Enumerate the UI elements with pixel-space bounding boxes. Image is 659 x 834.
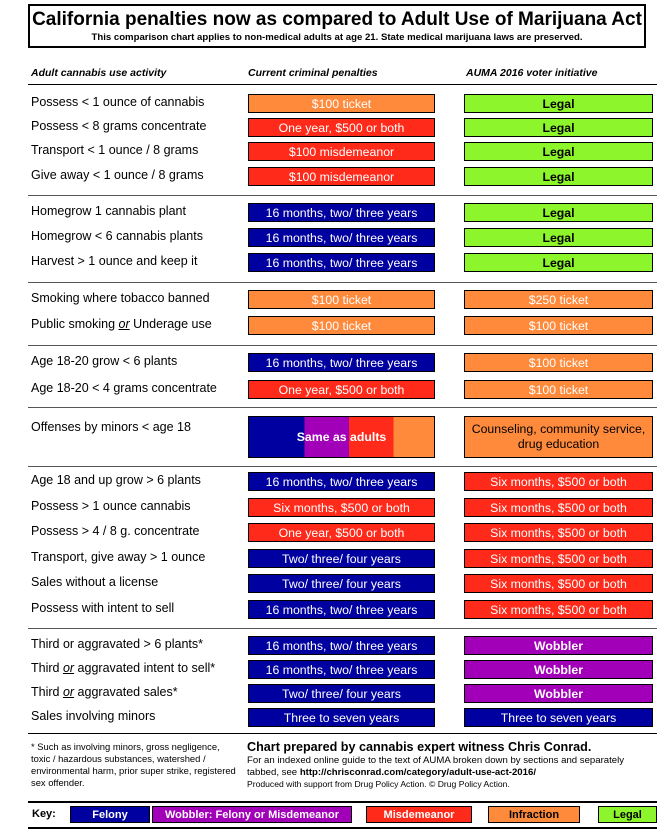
auma-penalty-text: Wobbler [534,638,583,653]
auma-penalty-cell [464,498,653,517]
key-swatch-label: Infraction [508,808,560,821]
current-penalty-text: $100 misdemeanor [288,169,395,184]
auma-penalty-cell [464,118,653,137]
auma-penalty-cell [464,94,653,113]
key-swatch-wobbler [152,806,352,823]
activity-label: Transport, give away > 1 ounce [31,550,206,564]
activity-label: Age 18 and up grow > 6 plants [31,473,201,487]
group-separator [28,466,657,467]
footnote: * Such as involving minors, gross negligence, toxic / hazardous substances, watershed / environmental harm, prior super strike, registered sex offender. [31,741,236,788]
auma-penalty-text: Counseling, community service, drug education [471,422,646,451]
activity-label: Smoking where tobacco banned [31,291,210,305]
activity-label [31,661,215,675]
auma-penalty-cell [464,167,653,186]
activity-label-part: Underage use [129,317,212,331]
auma-penalty-cell [464,353,653,372]
chart-subtitle: This comparison chart applies to non-medical adults at age 21. State medical marijuana laws are preserved. [91,32,583,43]
auma-penalty-cell [464,472,653,491]
group-separator [28,195,657,196]
activity-label [31,317,212,331]
current-penalty-cell [248,142,435,161]
auma-penalty-text: Six months, $500 or both [490,500,627,515]
auma-penalty-cell [464,574,653,593]
auma-penalty-text: Six months, $500 or both [490,602,627,617]
key-swatch-legal [598,806,657,823]
auma-penalty-text: $100 ticket [528,318,589,333]
activity-label [31,685,178,699]
current-penalty-cell [248,253,435,272]
key-top-rule [28,801,657,803]
current-penalty-text: Six months, $500 or both [273,500,410,515]
group-separator [28,345,657,346]
activity-label: Third or aggravated > 6 plants* [31,637,203,651]
current-penalty-cell [248,380,435,399]
auma-penalty-cell [464,142,653,161]
current-penalty-cell [248,167,435,186]
auma-penalty-cell [464,203,653,222]
current-penalty-cell [248,708,435,727]
activity-label: Possess > 1 ounce cannabis [31,499,191,513]
chart-title: California penalties now as compared to Adult Use of Marijuana Act [32,9,642,30]
current-penalty-cell [248,523,435,542]
activity-label: Possess < 1 ounce of cannabis [31,95,205,109]
current-penalty-cell [248,472,435,491]
activity-label-part: Third [31,685,63,699]
credit-guide-text: For an indexed online guide to the text of AUMA broken down by sections and separately tabbed, see [247,755,625,778]
auma-penalty-cell [464,380,653,399]
group-separator [28,407,657,408]
current-penalty-text: Three to seven years [283,710,400,725]
auma-penalty-text: Legal [542,205,575,220]
column-header-current: Current criminal penalties [248,67,378,79]
header-rule [28,84,657,85]
current-penalty-text: One year, $500 or both [278,120,405,135]
activity-label-part: aggravated sales* [74,685,178,699]
auma-penalty-cell [464,684,653,703]
activity-label: Age 18-20 < 4 grams concentrate [31,381,217,395]
auma-penalty-cell [464,228,653,247]
current-penalty-text: 16 months, two/ three years [265,662,418,677]
current-penalty-text: 16 months, two/ three years [265,638,418,653]
current-penalty-text: One year, $500 or both [278,382,405,397]
auma-penalty-cell [464,636,653,655]
auma-penalty-text: Wobbler [534,662,583,677]
current-penalty-text: 16 months, two/ three years [265,355,418,370]
activity-label-part: or [62,661,75,675]
column-header-auma: AUMA 2016 voter initiative [466,67,598,79]
activity-label-part: or [118,317,130,331]
key-swatch-label: Misdemeanor [383,808,455,821]
activity-label-part: Public smoking [31,317,119,331]
current-penalty-cell [248,636,435,655]
current-penalty-cell [248,353,435,372]
current-penalty-text: One year, $500 or both [278,525,405,540]
key-swatch-felony [70,806,150,823]
current-penalty-text: 16 months, two/ three years [265,230,418,245]
key-swatch-label: Felony [92,808,128,821]
activity-label: Sales involving minors [31,709,156,723]
current-penalty-text: $100 ticket [311,292,372,307]
auma-penalty-text: Legal [542,230,575,245]
current-penalty-cell [248,498,435,517]
activity-label-part: or [62,685,75,699]
activity-label: Transport < 1 ounce / 8 grams [31,143,199,157]
current-penalty-text: 16 months, two/ three years [265,205,418,220]
current-penalty-text: $100 ticket [311,318,372,333]
key-swatch-misdemeanor [366,806,472,823]
current-penalty-cell [248,118,435,137]
auma-penalty-text: Six months, $500 or both [490,525,627,540]
activity-label-part: Third [31,661,63,675]
group-separator [28,282,657,283]
auma-penalty-cell [464,523,653,542]
credit-url-link[interactable]: http://chrisconrad.com/category/adult-use-act-2016/ [299,767,536,778]
auma-penalty-text: Three to seven years [500,710,617,725]
current-penalty-cell [248,203,435,222]
credit-guide [247,755,657,779]
activity-label: Offenses by minors < age 18 [31,420,191,434]
current-penalty-text: $100 misdemeanor [288,144,395,159]
auma-penalty-text: $100 ticket [528,382,589,397]
current-penalty-cell [248,549,435,568]
current-penalty-text: Two/ three/ four years [282,686,401,701]
auma-penalty-text: Six months, $500 or both [490,576,627,591]
current-penalty-cell [248,684,435,703]
activity-label-part: aggravated intent to sell* [74,661,216,675]
auma-penalty-cell [464,416,653,458]
activity-label: Homegrow 1 cannabis plant [31,204,186,218]
current-penalty-text: Same as adults [296,429,387,444]
auma-penalty-text: Six months, $500 or both [490,551,627,566]
auma-penalty-text: Legal [542,120,575,135]
auma-penalty-text: Six months, $500 or both [490,474,627,489]
current-penalty-text: $100 ticket [311,96,372,111]
activity-label: Possess > 4 / 8 g. concentrate [31,524,200,538]
auma-penalty-text: $250 ticket [528,292,589,307]
activity-label: Give away < 1 ounce / 8 grams [31,168,204,182]
auma-penalty-text: Legal [542,96,575,111]
activity-label: Possess with intent to sell [31,601,175,615]
activity-label: Age 18-20 grow < 6 plants [31,354,178,368]
auma-penalty-cell [464,708,653,727]
credit-block [247,739,657,790]
key-swatch-label: Wobbler: Felony or Misdemeanor [165,808,339,821]
current-penalty-text: Two/ three/ four years [282,551,401,566]
activity-label: Harvest > 1 ounce and keep it [31,254,198,268]
column-header-activity: Adult cannabis use activity [31,67,167,79]
current-penalty-text: 16 months, two/ three years [265,602,418,617]
activity-label: Possess < 8 grams concentrate [31,119,207,133]
current-penalty-text: 16 months, two/ three years [265,474,418,489]
current-penalty-cell [248,228,435,247]
key-swatch-infraction [488,806,580,823]
auma-penalty-text: Legal [542,169,575,184]
current-penalty-cell [248,290,435,309]
key-bottom-rule [28,827,657,829]
auma-penalty-text: Wobbler [534,686,583,701]
current-penalty-cell [248,574,435,593]
activity-label: Sales without a license [31,575,159,589]
group-separator [28,628,657,629]
auma-penalty-cell [464,316,653,335]
current-penalty-cell [248,660,435,679]
credit-line: Chart prepared by cannabis expert witness Chris Conrad. [247,740,592,754]
auma-penalty-cell [464,600,653,619]
table-bottom-rule [28,733,657,734]
title-box [28,4,646,48]
auma-penalty-cell [464,253,653,272]
key-swatch-label: Legal [613,808,642,821]
current-penalty-cell [248,600,435,619]
auma-penalty-text: Legal [542,255,575,270]
current-penalty-text: Two/ three/ four years [282,576,401,591]
current-penalty-text: 16 months, two/ three years [265,255,418,270]
auma-penalty-text: $100 ticket [528,355,589,370]
current-penalty-cell [248,316,435,335]
legend-key [28,806,657,825]
credit-support: Produced with support from Drug Policy Action. © Drug Policy Action. [247,779,510,789]
activity-label: Homegrow < 6 cannabis plants [31,229,203,243]
current-penalty-cell [248,416,435,458]
current-penalty-cell [248,94,435,113]
auma-penalty-text: Legal [542,144,575,159]
auma-penalty-cell [464,660,653,679]
auma-penalty-cell [464,290,653,309]
auma-penalty-cell [464,549,653,568]
key-label: Key: [32,808,56,820]
